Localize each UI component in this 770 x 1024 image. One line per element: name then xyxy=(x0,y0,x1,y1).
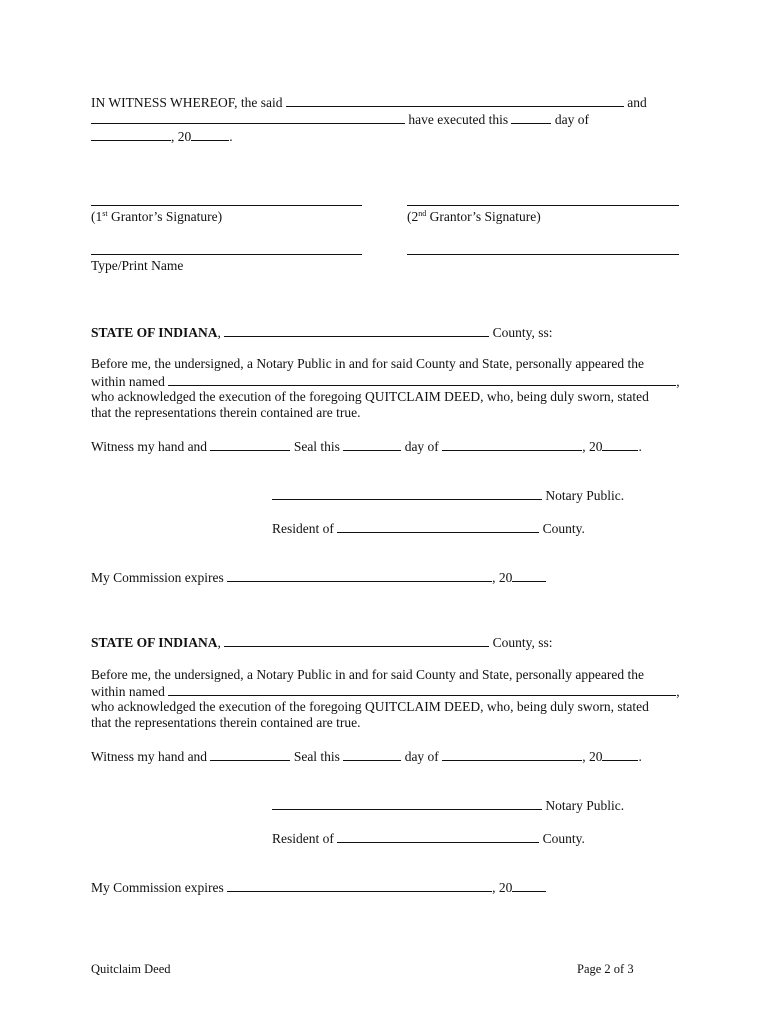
executed-year-field[interactable] xyxy=(191,128,229,141)
ack-line-2-2 xyxy=(91,683,680,700)
state-line xyxy=(91,324,553,341)
footer-document-title: Quitclaim Deed xyxy=(91,962,171,976)
state-label-2: STATE OF INDIANA xyxy=(91,635,218,650)
within-named-text-2: within named xyxy=(91,684,165,699)
commission-date-field[interactable] xyxy=(227,569,492,582)
notary-signature-line-2 xyxy=(272,797,624,814)
commission-date-field-2[interactable] xyxy=(227,879,492,892)
notary-signature-field[interactable] xyxy=(272,487,542,500)
grantor2-paren: ( xyxy=(407,209,412,224)
seal-this-text: Seal this xyxy=(293,439,340,454)
resident-of-label-2: Resident of xyxy=(272,831,334,846)
witness-hand-text: Witness my hand and xyxy=(91,439,208,454)
state-line-2 xyxy=(91,634,553,651)
resident-county-field-2[interactable] xyxy=(337,830,539,843)
grantor2-ordinal: 2 xyxy=(411,209,419,224)
county-ss-label: County, ss: xyxy=(492,325,553,340)
seal-period: . xyxy=(638,439,642,454)
executed-text: have executed this xyxy=(408,112,509,127)
witness-intro-text: IN WITNESS WHEREOF, the said xyxy=(91,95,283,110)
seal-month-field[interactable] xyxy=(442,438,582,451)
notary-public-label: Notary Public. xyxy=(545,488,625,503)
ack-line-3: who acknowledged the execution of the foregoing QUITCLAIM DEED, who, being duly sworn, stated xyxy=(91,389,649,404)
commission-year-field-2[interactable] xyxy=(512,879,546,892)
seal-day-field-2[interactable] xyxy=(343,748,401,761)
day-of-text: day of xyxy=(554,112,589,127)
commission-year-field[interactable] xyxy=(512,569,546,582)
notary-public-label-2: Notary Public. xyxy=(545,798,625,813)
seal-period-2: . xyxy=(638,749,642,764)
executed-month-field[interactable] xyxy=(91,128,171,141)
county-field[interactable] xyxy=(224,324,489,337)
county-ss-label-2: County, ss: xyxy=(492,635,553,650)
period-text: . xyxy=(229,129,233,144)
resident-of-label: Resident of xyxy=(272,521,334,536)
ack-line-1-2: Before me, the undersigned, a Notary Public in and for said County and State, personally appeared the xyxy=(91,667,644,682)
seal-this-text-2: Seal this xyxy=(293,749,340,764)
seal-year-prefix: , 20 xyxy=(582,439,603,454)
witness-seal-line xyxy=(91,438,642,455)
resident-line xyxy=(272,520,585,537)
grantor1-ordinal: 1 xyxy=(95,209,103,224)
grantor2-signature-line[interactable] xyxy=(407,205,679,206)
executed-day-field[interactable] xyxy=(511,111,551,124)
appeared-name-comma-2: , xyxy=(676,684,680,699)
ack-line-4-2: that the representations therein contained are true. xyxy=(91,715,361,730)
seal-year-field[interactable] xyxy=(602,438,638,451)
county-field-2[interactable] xyxy=(224,634,489,647)
seal-day-of-text: day of xyxy=(404,439,439,454)
grantor2-label-text: Grantor’s Signature) xyxy=(426,209,541,224)
state-comma: , xyxy=(217,325,221,340)
appeared-name-field[interactable] xyxy=(168,373,676,386)
grantor2-signature-label xyxy=(407,209,541,225)
grantor1-signature-line[interactable] xyxy=(91,205,362,206)
commission-label-2: My Commission expires xyxy=(91,880,224,895)
resident-county-label: County. xyxy=(542,521,585,536)
ack-line-1: Before me, the undersigned, a Notary Public in and for said County and State, personally appeared the xyxy=(91,356,644,371)
appeared-name-field-2[interactable] xyxy=(168,683,676,696)
witness-line-2 xyxy=(91,111,589,128)
seal-day-field[interactable] xyxy=(343,438,401,451)
resident-county-label-2: County. xyxy=(542,831,585,846)
grantor1-signature-label xyxy=(91,209,222,225)
print-name-label: Type/Print Name xyxy=(91,258,184,273)
within-named-text: within named xyxy=(91,374,165,389)
witness-line-1 xyxy=(91,94,647,111)
seal-month-field-2[interactable] xyxy=(442,748,582,761)
grantor1-label-text: Grantor’s Signature) xyxy=(107,209,223,224)
ack-line-3-2: who acknowledged the execution of the foregoing QUITCLAIM DEED, who, being duly sworn, stated xyxy=(91,699,649,714)
grantor1-ordinal-suffix: st xyxy=(102,209,108,218)
grantor1-print-name-line[interactable] xyxy=(91,254,362,255)
appeared-name-comma: , xyxy=(676,374,680,389)
witness-line-3 xyxy=(91,128,233,145)
state-comma-2: , xyxy=(217,635,221,650)
resident-line-2 xyxy=(272,830,585,847)
seal-year-prefix-2: , 20 xyxy=(582,749,603,764)
ack-line-2 xyxy=(91,373,680,390)
seal-year-field-2[interactable] xyxy=(602,748,638,761)
grantor1-paren: ( xyxy=(91,209,96,224)
witness-and-text: and xyxy=(627,95,647,110)
commission-year-prefix-2: , 20 xyxy=(492,880,513,895)
grantor-names-field[interactable] xyxy=(286,94,624,107)
state-label: STATE OF INDIANA xyxy=(91,325,218,340)
commission-year-prefix: , 20 xyxy=(492,570,513,585)
grantor2-print-name-line[interactable] xyxy=(407,254,679,255)
seal-day-of-text-2: day of xyxy=(404,749,439,764)
grantor2-ordinal-suffix: nd xyxy=(418,209,427,218)
witness-hand-text-2: Witness my hand and xyxy=(91,749,208,764)
seal-type-field[interactable] xyxy=(210,438,290,451)
witness-seal-line-2 xyxy=(91,748,642,765)
notary-signature-line xyxy=(272,487,624,504)
commission-line-2 xyxy=(91,879,546,896)
commission-label: My Commission expires xyxy=(91,570,224,585)
notary-signature-field-2[interactable] xyxy=(272,797,542,810)
footer-page-number: Page 2 of 3 xyxy=(577,962,634,976)
resident-county-field[interactable] xyxy=(337,520,539,533)
seal-type-field-2[interactable] xyxy=(210,748,290,761)
year-prefix-text: , 20 xyxy=(171,129,192,144)
commission-line xyxy=(91,569,546,586)
ack-line-4: that the representations therein contained are true. xyxy=(91,405,361,420)
grantor-names-field-2[interactable] xyxy=(91,111,405,124)
